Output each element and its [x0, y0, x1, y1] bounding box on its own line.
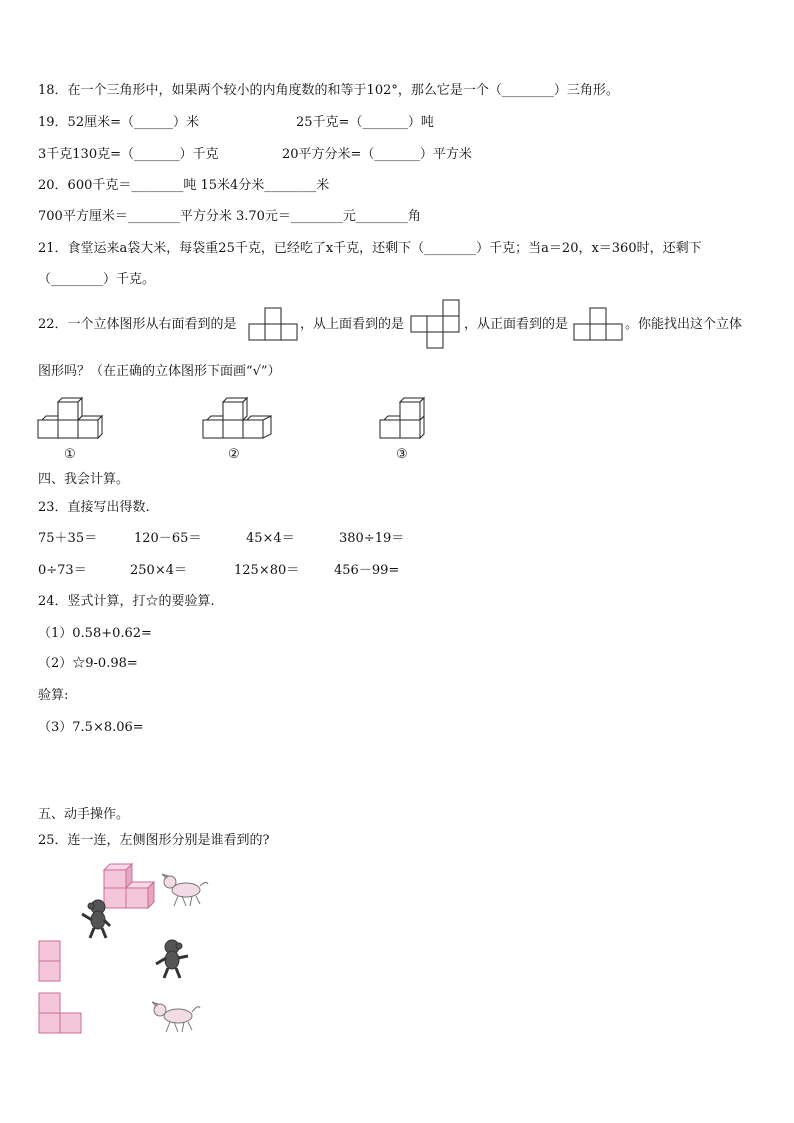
right-view-figure: [249, 306, 299, 342]
dog-icon[interactable]: [160, 870, 210, 910]
question-22-part3: ，从正面看到的是: [464, 317, 569, 332]
calc-2: 120－65＝: [134, 531, 202, 546]
view-shape-l: [38, 992, 84, 1036]
question-21-line1: 21．食堂运来a袋大米，每袋重25千克，已经吃了x千克，还剩下（________）千克；当a＝20，x＝360时，还剩下: [38, 241, 702, 256]
section-5-title: 五、动手操作。: [38, 807, 130, 822]
verification-label: 验算:: [38, 688, 69, 703]
calc-5: 0÷73＝: [38, 563, 87, 578]
dog-icon[interactable]: [150, 996, 202, 1038]
cube-figure-3: [380, 392, 430, 442]
monkey-icon[interactable]: [152, 938, 192, 980]
section-4-title: 四、我会计算。: [38, 472, 130, 487]
calc-7: 125×80＝: [234, 563, 300, 578]
monkey-icon[interactable]: [78, 898, 116, 940]
top-view-figure: [411, 300, 463, 352]
question-20-b: 700平方厘米＝________平方分米 3.70元＝________元________角: [38, 209, 421, 224]
view-shape-vertical: [38, 940, 62, 984]
option-3-label[interactable]: ③: [396, 447, 408, 462]
option-2-label[interactable]: ②: [228, 447, 240, 462]
calc-1: 75＋35＝: [38, 531, 98, 546]
calc-3: 45×4＝: [246, 531, 295, 546]
cube-figure-2: [203, 392, 275, 442]
question-24-part2: （2）☆9-0.98=: [38, 656, 138, 671]
calc-8: 456－99=: [334, 563, 400, 578]
question-24-part1: （1）0.58+0.62=: [38, 626, 152, 641]
calc-4: 380÷19＝: [339, 531, 405, 546]
calc-6: 250×4＝: [130, 563, 187, 578]
question-18: 18．在一个三角形中，如果两个较小的内角度数的和等于102°，那么它是一个（________）三角形。: [38, 83, 619, 98]
question-19-a: 19．52厘米=（______）米: [38, 115, 199, 130]
question-22-part1: 22．一个立体图形从右面看到的是: [38, 317, 237, 332]
question-20-a: 20．600千克＝________吨 15米4分米________米: [38, 178, 330, 193]
question-24-part3: （3）7.5×8.06=: [38, 720, 144, 735]
question-22-line2: 图形吗？（在正确的立体图形下面画“√”）: [38, 364, 281, 379]
question-21-line2: （________）千克。: [38, 272, 156, 287]
question-25-title: 25．连一连，左侧图形分别是谁看到的?: [38, 833, 270, 848]
question-19-d: 20平方分米=（_______）平方米: [282, 147, 472, 162]
option-1-label[interactable]: ①: [64, 447, 76, 462]
question-19-c: 3千克130克=（_______）千克: [38, 147, 219, 162]
front-view-figure: [574, 306, 624, 342]
question-22-part4: 。你能找出这个立体: [625, 317, 743, 332]
question-22-part2: ，从上面看到的是: [300, 317, 405, 332]
cube-figure-1: [38, 392, 106, 442]
question-24-title: 24．竖式计算，打☆的要验算.: [38, 594, 215, 609]
question-23-title: 23．直接写出得数.: [38, 500, 150, 515]
question-19-b: 25千克=（_______）吨: [296, 115, 434, 130]
